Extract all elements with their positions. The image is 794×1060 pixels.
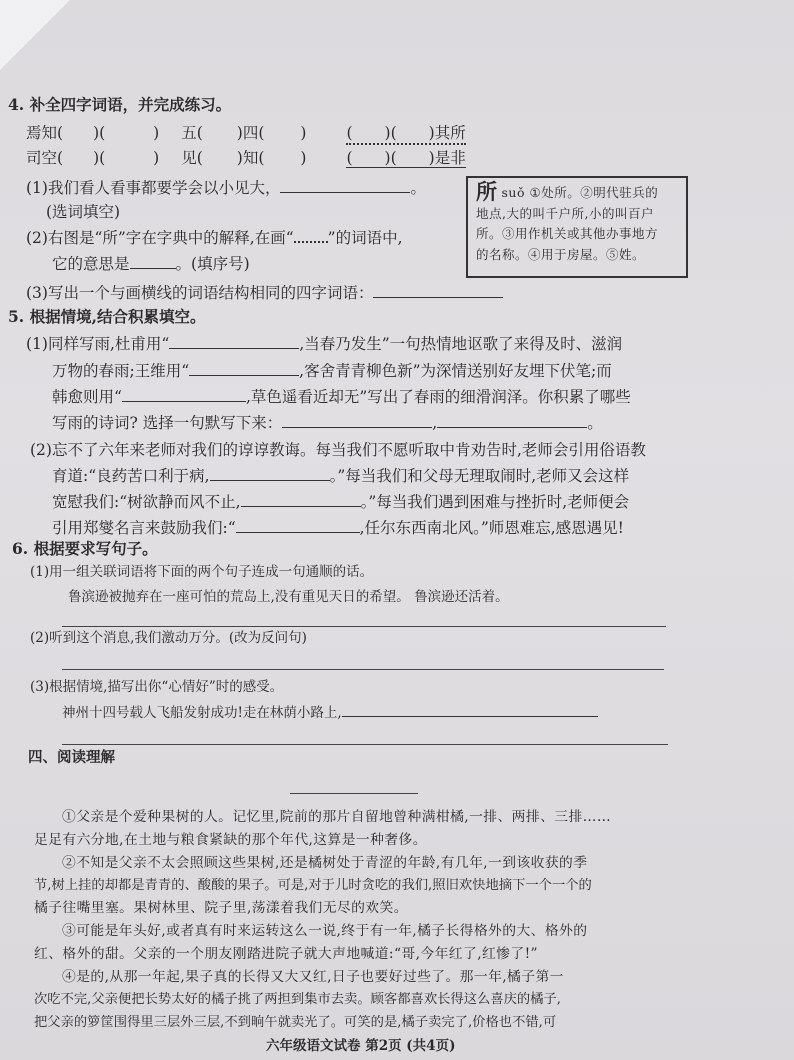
underlined-word — [346, 149, 465, 168]
dict-line: 所。③用作机关或其他办事地方 — [476, 226, 659, 241]
q5-line8 — [52, 518, 624, 538]
answer-blank[interactable] — [373, 283, 503, 298]
dict-line: 的名称。④用于房屋。⑤姓。 — [476, 246, 646, 262]
q6-s3-example — [62, 702, 598, 723]
q5-text: ,当春乃发生”一句热情地讴歌了来得及时、滋润 — [299, 335, 623, 353]
row2-text: 见( — [181, 149, 203, 167]
dict-line: 地点,大的叫千户所,小的叫百户 — [476, 205, 654, 221]
q6-s1: (1)用一组关联词语将下面的两个句子连成一句通顺的话。 — [30, 564, 374, 580]
q4-title: 4. 补全四字词语，并完成练习。 — [8, 95, 232, 114]
q5-line3 — [52, 387, 631, 407]
q5-text: 引用郑燮名言来鼓励我们:“ — [52, 519, 236, 537]
page-footer: 六年级语文试卷 第2页 (共4页) — [266, 1038, 456, 1054]
passage-line: 红、格外的甜。父亲的一个朋友刚踏进院子就大声地喊道:“哥,今年红了,红惨了!” — [34, 946, 538, 962]
dict-line: ①处所。②明代驻兵的 — [529, 185, 659, 200]
answer-blank[interactable] — [169, 334, 299, 349]
q5-text: 韩愈则用“ — [52, 388, 122, 406]
dict-char: 所 — [476, 179, 498, 204]
q4-row2 — [26, 148, 466, 168]
q4-sub1 — [26, 178, 426, 198]
sub1-text: (1)我们看人看事都要学会以小见大， — [26, 179, 281, 197]
q5-text: 宽慰我们:“树欲静而风不止, — [52, 493, 241, 511]
q5-text: ,任尔东西南北风。”师恩难忘,感恩遇见! — [359, 519, 624, 537]
answer-blank[interactable] — [236, 518, 360, 533]
row1-text: )四( — [236, 124, 265, 142]
answer-blank[interactable] — [122, 387, 246, 402]
row2-text: ( — [346, 149, 353, 167]
q5-line4 — [52, 413, 603, 433]
wavy-underlined-word — [346, 123, 465, 145]
row2-text: )( — [93, 149, 106, 167]
answer-line[interactable] — [62, 669, 664, 670]
answer-blank[interactable] — [342, 702, 598, 717]
answer-blank[interactable] — [280, 178, 410, 193]
passage-line: ④是的,从那一年起,果子真的长得又大又红,日子也要好过些了。那一年,橘子第一 — [62, 969, 564, 985]
section4-title: 四、阅读理解 — [28, 749, 115, 766]
row1-text: )( — [384, 124, 397, 142]
q6-s2: (2)听到这个消息,我们激动万分。(改为反问句) — [30, 630, 307, 646]
passage-line: 把父亲的箩筐围得里三层外三层,不到晌午就卖光了。可笑的是,橘子卖完了,价格也不错,可 — [34, 1015, 557, 1030]
sub2-text: (2)右图是“所”字在字典中的解释,在画“ — [26, 229, 294, 247]
q5-line5: (2)忘不了六年来老师对我们的谆谆教诲。每当我们不愿听取中肯劝告时,老师会引用俗语教 — [30, 441, 646, 459]
q5-title: 5. 根据情境,结合积累填空。 — [8, 307, 206, 326]
title-blank-line[interactable] — [290, 793, 418, 794]
passage-line: ①父亲是个爱种果树的人。记忆里,院前的那片自留地曾种满柑橘,一排、两排、三排…… — [62, 809, 612, 825]
row2-text: )是非 — [428, 149, 466, 167]
q4-sub2 — [26, 228, 403, 248]
passage-line: ②不知是父亲不太会照顾这些果树,还是橘树处于青涩的年龄,有几年,一到该收获的季 — [62, 855, 588, 871]
sub2b-text: 。(填序号) — [175, 255, 250, 273]
q4-sub2b — [52, 254, 250, 274]
q4-sub1-hint: (选词填空) — [46, 203, 121, 221]
q5-text: 育道:“良药苦口利于病, — [52, 467, 210, 485]
row2-text: ) — [300, 149, 307, 167]
answer-blank[interactable] — [210, 466, 330, 481]
row1-text: ( — [346, 124, 353, 142]
dictionary-entry-box — [466, 176, 688, 278]
row1-text: )其所 — [428, 124, 466, 142]
dict-pinyin: suǒ — [501, 185, 525, 200]
wavy-mark-icon — [294, 235, 328, 243]
q5-text: 。”每当我们和父母无理取闹时,老师又会这样 — [329, 467, 630, 485]
q5-text: 写雨的诗词? 选择一句默写下来： — [52, 414, 283, 432]
passage-line: 橘子往嘴里塞。果树林里、院子里,荡漾着我们无尽的欢笑。 — [34, 900, 408, 916]
row2-text: )知( — [236, 149, 265, 167]
folded-corner — [0, 0, 70, 70]
answer-line[interactable] — [62, 744, 668, 745]
q5-text: (1)同样写雨,杜甫用“ — [26, 335, 170, 353]
q6-s3: (3)根据情境,描写出你“心情好”时的感受。 — [30, 679, 284, 695]
answer-blank[interactable] — [130, 254, 176, 269]
row2-text: 司空( — [26, 149, 64, 167]
answer-blank[interactable] — [189, 361, 299, 376]
passage-line: ③可能是年头好,或者真有时来运转这么一说,终于有一年,橘子长得格外的大、格外的 — [62, 923, 588, 939]
q4-sub3 — [26, 283, 503, 303]
sub2b-text: 它的意思是 — [52, 255, 130, 273]
q5-line7 — [52, 492, 629, 512]
q5-text: 。 — [587, 414, 603, 432]
q5-text: ,客舍青青柳色新”为深情送别好友埋下伏笔;而 — [299, 362, 612, 380]
row1-text: 五( — [181, 124, 203, 142]
row1-text: 焉知( — [26, 124, 64, 142]
passage-line: 次吃不完,父亲便把长势太好的橘子挑了两担到集市去卖。顾客都喜欢长得这么喜庆的橘子, — [34, 992, 562, 1007]
q5-text: 。”每当我们遇到困难与挫折时,老师便会 — [360, 493, 630, 511]
q5-line6 — [52, 466, 629, 486]
row2-text: )( — [384, 149, 397, 167]
q5-line1 — [26, 334, 622, 354]
row1-text: ) — [153, 124, 160, 142]
answer-blank[interactable] — [241, 492, 361, 507]
q5-text: 万物的春雨;王维用“ — [52, 362, 190, 380]
q5-text: , — [432, 414, 438, 432]
sub1-text: 。 — [410, 179, 426, 197]
row1-text: ) — [300, 124, 307, 142]
q5-text: ,草色遥看近却无”写出了春雨的细滑润泽。你积累了哪些 — [245, 388, 631, 406]
passage-line: 节,树上挂的却都是青青的、酸酸的果子。可是,对于儿时贪吃的我们,照旧欢快地摘下一个一个的 — [34, 878, 592, 893]
answer-line[interactable] — [62, 626, 666, 627]
q5-line2 — [52, 361, 612, 381]
answer-blank[interactable] — [282, 413, 432, 428]
passage-line: 足足有六分地,在土地与粮食紧缺的那个年代,这算是一种奢侈。 — [34, 832, 427, 848]
q6-title: 6. 根据要求写句子。 — [12, 539, 158, 558]
q4-row1 — [26, 123, 466, 145]
row1-text: )( — [93, 124, 106, 142]
q6-s1-example: 鲁滨逊被抛弃在一座可怕的荒岛上,没有重见天日的希望。 鲁滨逊还活着。 — [68, 589, 509, 605]
sub3-text: (3)写出一个与画横线的词语结构相同的四字词语： — [26, 284, 374, 302]
q6-text: 神州十四号载人飞船发射成功!走在林荫小路上, — [62, 705, 342, 721]
sub2-text: ”的词语中, — [327, 229, 403, 247]
row2-text: ) — [153, 149, 160, 167]
answer-blank[interactable] — [437, 413, 587, 428]
